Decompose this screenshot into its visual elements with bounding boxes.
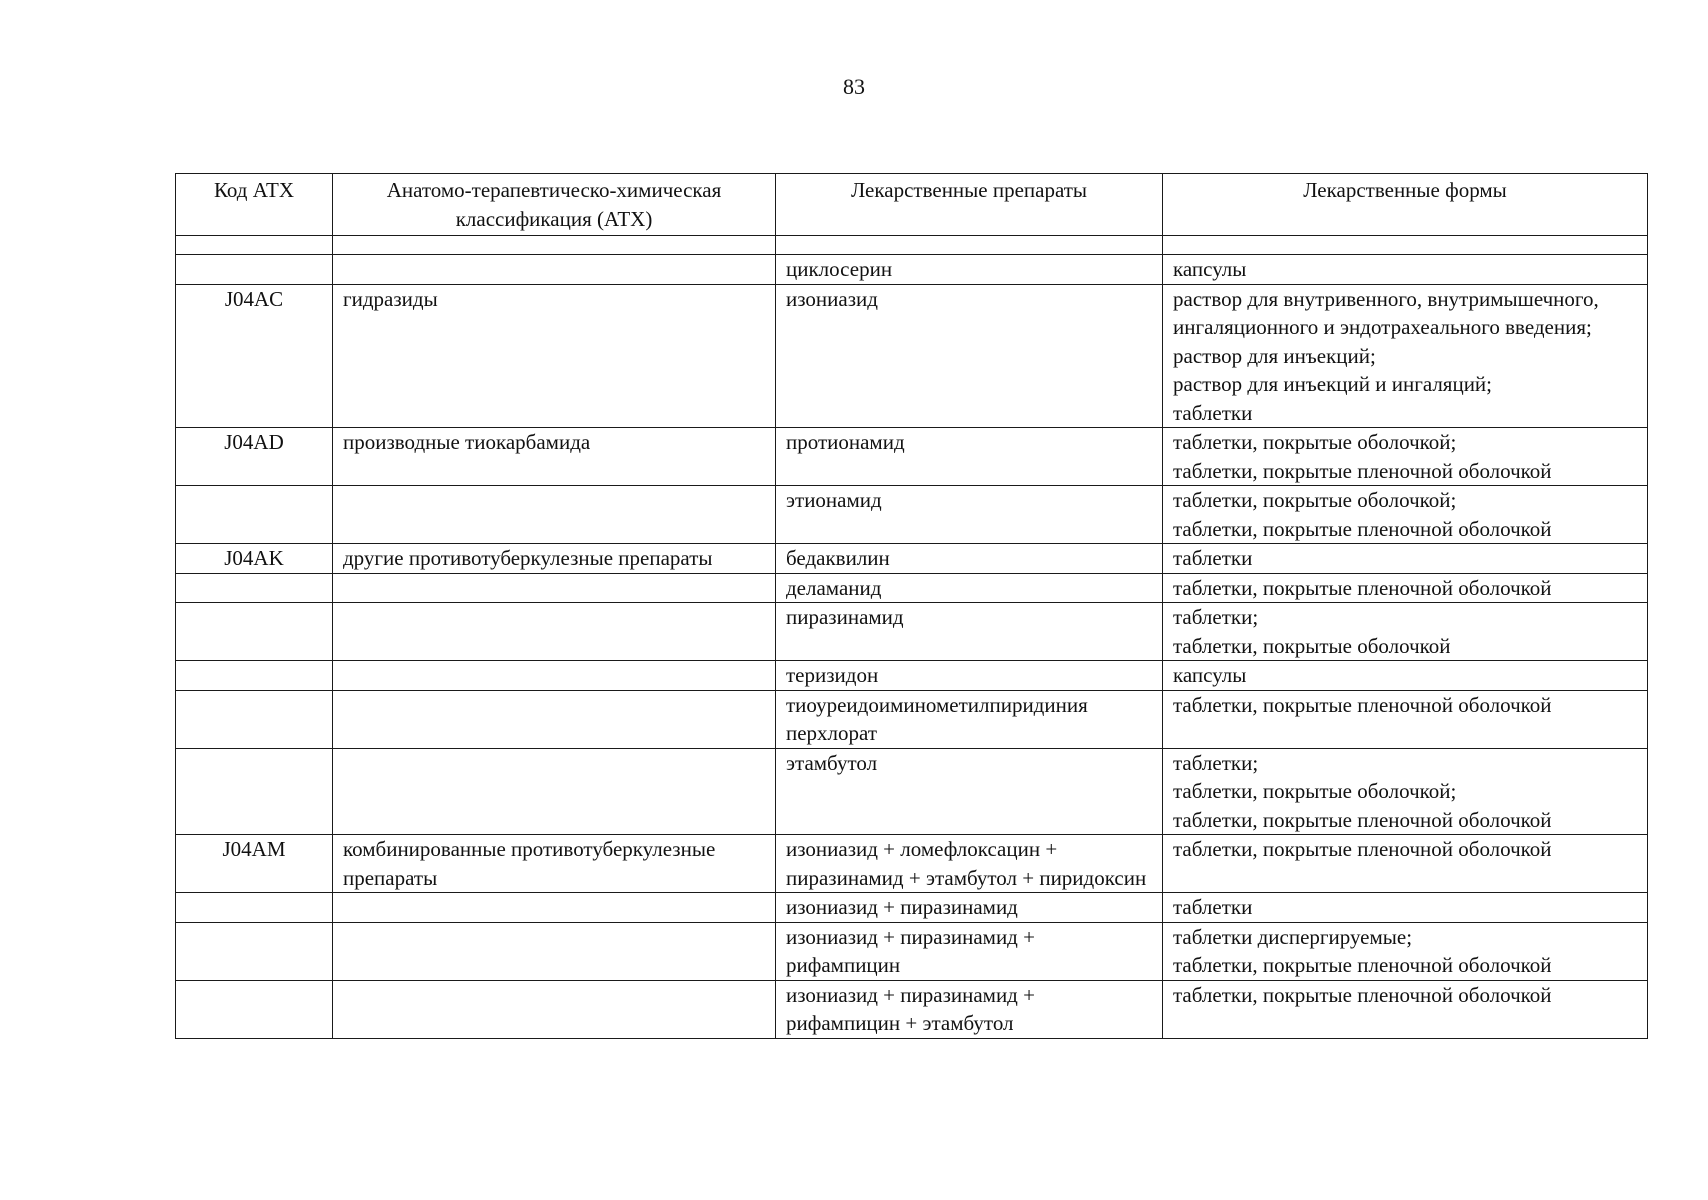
forms-cell: [1163, 835, 1648, 893]
forms-cell: [1163, 603, 1648, 661]
page-number: 83: [843, 74, 865, 99]
table-row: [176, 748, 1648, 835]
form-line: раствор для инъекций;: [1173, 343, 1376, 368]
atx-code-cell: J04AD: [176, 428, 333, 486]
form-line: раствор для внутривенного, внутримышечного, ингаляционного и эндотрахеального введения;: [1173, 286, 1599, 339]
form-line: таблетки: [1173, 895, 1253, 919]
form-line: раствор для инъекций и ингаляций;: [1173, 372, 1493, 396]
drug-cell: циклосерин: [776, 255, 1163, 285]
table-row: [176, 544, 1648, 574]
drug-cell: изониазид + ломефлоксацин + пиразинамид + этамбутол + пиридоксин: [776, 835, 1163, 893]
classification-cell: [333, 748, 776, 835]
form-line: таблетки, покрытые пленочной оболочкой: [1173, 982, 1552, 1007]
forms-cell: [1163, 661, 1648, 691]
form-line: капсулы: [1173, 257, 1247, 281]
table-row: [176, 661, 1648, 691]
form-line: таблетки: [1173, 400, 1253, 425]
form-line: таблетки, покрытые пленочной оболочкой: [1173, 575, 1552, 600]
forms-cell: [1163, 922, 1648, 980]
spacer-cell: [776, 236, 1163, 255]
header-drugs: Лекарственные препараты: [776, 174, 1163, 236]
forms-cell: [1163, 748, 1648, 835]
atx-code-cell: J04AC: [176, 284, 333, 428]
forms-cell: [1163, 284, 1648, 428]
table-row: [176, 284, 1648, 428]
form-line: таблетки, покрытые оболочкой;: [1173, 488, 1457, 512]
table-row: [176, 893, 1648, 923]
spacer-cell: [176, 236, 333, 255]
form-line: таблетки, покрытые пленочной оболочкой: [1173, 516, 1552, 541]
classification-cell: гидразиды: [333, 284, 776, 428]
atx-code-cell: [176, 603, 333, 661]
drug-cell: деламанид: [776, 573, 1163, 603]
atx-code-cell: [176, 486, 333, 544]
form-line: таблетки;: [1173, 750, 1259, 775]
form-line: таблетки, покрытые пленочной оболочкой: [1173, 807, 1552, 832]
form-line: таблетки, покрытые пленочной оболочкой: [1173, 837, 1552, 861]
drug-cell: пиразинамид: [776, 603, 1163, 661]
form-line: таблетки диспергируемые;: [1173, 924, 1413, 949]
atx-code-cell: [176, 255, 333, 285]
atx-code-cell: [176, 661, 333, 691]
form-line: таблетки, покрытые пленочной оболочкой: [1173, 692, 1552, 717]
table-spacer-row: [176, 236, 1648, 255]
drug-cell: бедаквилин: [776, 544, 1163, 574]
classification-cell: [333, 690, 776, 748]
atx-code-cell: [176, 748, 333, 835]
atx-code-cell: [176, 573, 333, 603]
forms-cell: [1163, 428, 1648, 486]
classification-cell: [333, 661, 776, 691]
classification-cell: [333, 573, 776, 603]
table-row: [176, 255, 1648, 285]
forms-cell: [1163, 893, 1648, 923]
spacer-cell: [333, 236, 776, 255]
forms-cell: [1163, 573, 1648, 603]
table-row: [176, 835, 1648, 893]
drug-cell: этионамид: [776, 486, 1163, 544]
drug-cell: теризидон: [776, 661, 1163, 691]
classification-cell: [333, 922, 776, 980]
atx-drug-table: [175, 173, 1648, 1039]
header-forms: Лекарственные формы: [1163, 174, 1648, 236]
atx-code-cell: J04AK: [176, 544, 333, 574]
form-line: таблетки, покрытые оболочкой: [1173, 633, 1451, 658]
classification-cell: [333, 255, 776, 285]
classification-cell: [333, 603, 776, 661]
form-line: таблетки, покрытые оболочкой;: [1173, 779, 1457, 803]
drug-cell: изониазид + пиразинамид + рифампицин: [776, 922, 1163, 980]
drug-cell: изониазид: [776, 284, 1163, 428]
atx-code-cell: [176, 922, 333, 980]
header-code: Код АТХ: [176, 174, 333, 236]
forms-cell: [1163, 690, 1648, 748]
spacer-cell: [1163, 236, 1648, 255]
table-row: [176, 690, 1648, 748]
form-line: таблетки;: [1173, 605, 1259, 629]
forms-cell: [1163, 980, 1648, 1038]
classification-cell: [333, 893, 776, 923]
forms-cell: [1163, 255, 1648, 285]
classification-cell: [333, 980, 776, 1038]
table-row: [176, 428, 1648, 486]
form-line: таблетки, покрытые пленочной оболочкой: [1173, 458, 1552, 483]
form-line: таблетки: [1173, 546, 1253, 570]
form-line: капсулы: [1173, 663, 1247, 687]
forms-cell: [1163, 486, 1648, 544]
atx-code-cell: [176, 980, 333, 1038]
atx-code-cell: J04AM: [176, 835, 333, 893]
drug-cell: этамбутол: [776, 748, 1163, 835]
classification-cell: [333, 486, 776, 544]
atx-code-cell: [176, 690, 333, 748]
form-line: таблетки, покрытые оболочкой;: [1173, 430, 1457, 454]
form-line: таблетки, покрытые пленочной оболочкой: [1173, 953, 1552, 977]
table-header-row: [176, 174, 1648, 236]
table-row: [176, 573, 1648, 603]
drug-cell: изониазид + пиразинамид + рифампицин + этамбутол: [776, 980, 1163, 1038]
forms-cell: [1163, 544, 1648, 574]
drug-cell: протионамид: [776, 428, 1163, 486]
classification-cell: другие противотуберкулезные препараты: [333, 544, 776, 574]
drug-cell: тиоуреидоиминометилпиридиния перхлорат: [776, 690, 1163, 748]
atx-code-cell: [176, 893, 333, 923]
table-row: [176, 980, 1648, 1038]
header-classification: Анатомо-терапевтическо-химическая классификация (АТХ): [333, 174, 776, 236]
table-row: [176, 486, 1648, 544]
drug-cell: изониазид + пиразинамид: [776, 893, 1163, 923]
classification-cell: комбинированные противотуберкулезные препараты: [333, 835, 776, 893]
table-row: [176, 922, 1648, 980]
classification-cell: производные тиокарбамида: [333, 428, 776, 486]
table-row: [176, 603, 1648, 661]
